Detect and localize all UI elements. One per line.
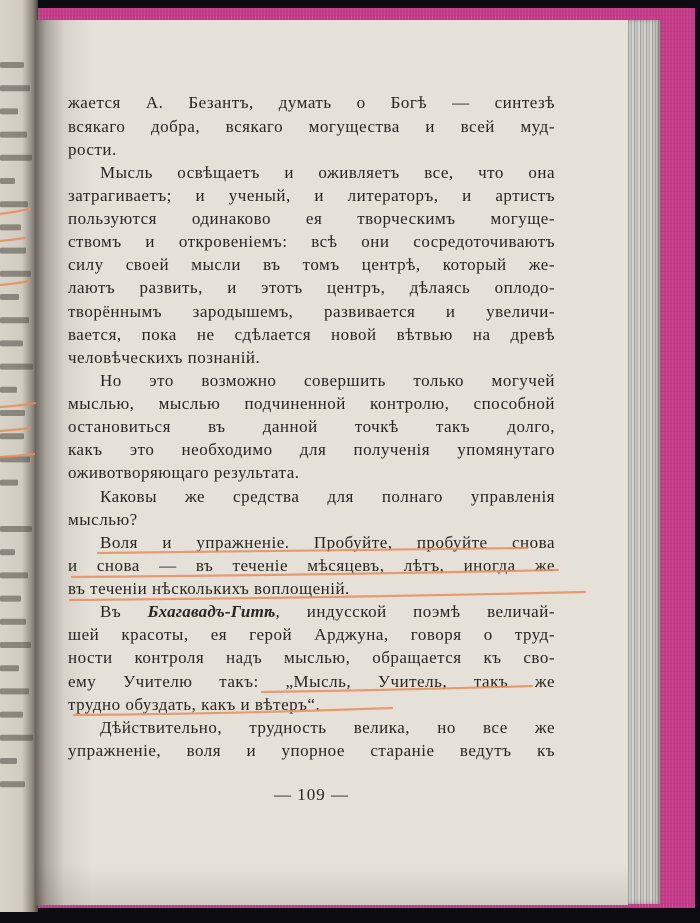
- text-fragment: [0, 271, 31, 277]
- text-run: Въ: [100, 602, 148, 622]
- text-line: лаютъ развить, и этотъ центръ, дѣлаясь оплодо-: [68, 278, 555, 298]
- text-line: человѣческихъ познаній.: [68, 347, 261, 367]
- text-line: и снова — въ теченіе мѣсяцевъ, лѣтъ, иногда же: [68, 555, 555, 575]
- text-line: рости.: [68, 139, 117, 159]
- text-fragment: [0, 387, 17, 393]
- text-line: творённымъ зародышемъ, развивается и увеличи-: [68, 301, 555, 321]
- text-line: ности контроля надъ мыслью, обращается къ сво-: [68, 648, 555, 668]
- text-line: ему Учителю такъ: „Мысль, Учитель, такъ же: [68, 671, 555, 691]
- text-line: жается А. Безантъ, думать о Богѣ — синтезѣ: [68, 93, 555, 113]
- text-line: оживотворяющаго результата.: [68, 463, 300, 483]
- text-fragment: [0, 480, 18, 486]
- text-fragment: [0, 85, 30, 91]
- text-line: пользуются одинаково ея творческимъ могуще-: [68, 209, 555, 229]
- text-fragment: [0, 155, 32, 161]
- book-page: [36, 20, 628, 905]
- paragraph: [68, 531, 555, 600]
- text-fragment: [0, 735, 33, 741]
- text-line: остановиться въ данной точкѣ такъ долго,: [68, 417, 555, 437]
- text-run: , индусской поэмѣ величай-: [275, 602, 555, 622]
- text-fragment: [0, 178, 15, 184]
- paragraph: [68, 600, 555, 716]
- text-fragment: [0, 712, 23, 718]
- text-fragment: [0, 688, 29, 694]
- text-fragment: [0, 364, 33, 370]
- text-fragment: [0, 132, 27, 138]
- left-page-text-fragments: [0, 0, 38, 912]
- paragraph: [68, 161, 555, 369]
- text-line: Мысль освѣщаетъ и оживляетъ все, что она: [100, 162, 555, 182]
- text-fragment: [0, 62, 24, 68]
- text-fragment: [0, 781, 25, 787]
- text-line: Каковы же средства для полнаго управленія: [100, 486, 555, 506]
- page-number: — 109 —: [274, 785, 349, 804]
- text-fragment: [0, 433, 24, 439]
- text-fragment: [0, 294, 19, 300]
- text-line: мыслью, мыслью подчиненной контролю, способной: [68, 394, 555, 414]
- text-fragment: [0, 596, 21, 602]
- paragraph: [68, 91, 555, 160]
- text-line: трудно обуздать, какъ и вѣтеръ“.: [68, 694, 321, 714]
- text-line: Но это возможно совершить только могучей: [100, 370, 555, 390]
- text-line: всякаго добра, всякаго могущества и всей муд-: [68, 116, 555, 136]
- paragraph: [68, 369, 555, 485]
- text-fragment: [0, 108, 18, 114]
- text-line: [68, 600, 555, 623]
- text-line: силу своей мысли въ томъ центрѣ, который же-: [68, 255, 555, 275]
- text-fragment: [0, 549, 15, 555]
- text-line: Воля и упражненіе. Пробуйте, пробуйте снова: [100, 532, 555, 552]
- text-fragment: [0, 201, 28, 207]
- text-fragment: [0, 248, 26, 254]
- text-fragment: [0, 758, 17, 764]
- text-fragment: [0, 572, 28, 578]
- text-fragment: [0, 224, 21, 230]
- text-line: мыслью?: [68, 509, 138, 529]
- text-fragment: [0, 526, 32, 532]
- paragraph: [68, 716, 555, 762]
- poem-title: Бхагавадъ-Гитѣ: [147, 602, 276, 622]
- text-line: Дѣйствительно, трудность велика, но все же: [100, 717, 555, 737]
- text-line: вается, пока не сдѣлается новой вѣтвью на древѣ: [68, 324, 555, 344]
- page-text: [68, 91, 555, 762]
- paragraph: [68, 485, 555, 531]
- text-fragment: [0, 317, 29, 323]
- text-line: затрагиваетъ; и ученый, и литераторъ, и артистъ: [68, 185, 555, 205]
- text-line: упражненіе, воля и упорное стараніе ведутъ къ: [68, 740, 555, 760]
- previous-page-edge: [0, 0, 38, 912]
- text-fragment: [0, 340, 23, 346]
- text-fragment: [0, 642, 31, 648]
- text-fragment: [0, 456, 30, 462]
- text-fragment: [0, 410, 25, 416]
- text-line: какъ это необходимо для полученія упомянутаго: [68, 440, 555, 460]
- text-fragment: [0, 665, 19, 671]
- text-line: шей красоты, ея герой Арджуна, говоря о труд-: [68, 625, 555, 645]
- text-line: ствомъ и откровеніемъ: всѣ они сосредоточиваютъ: [68, 232, 555, 252]
- text-fragment: [0, 619, 26, 625]
- text-line: въ теченіи нѣсколькихъ воплощеній.: [68, 579, 350, 599]
